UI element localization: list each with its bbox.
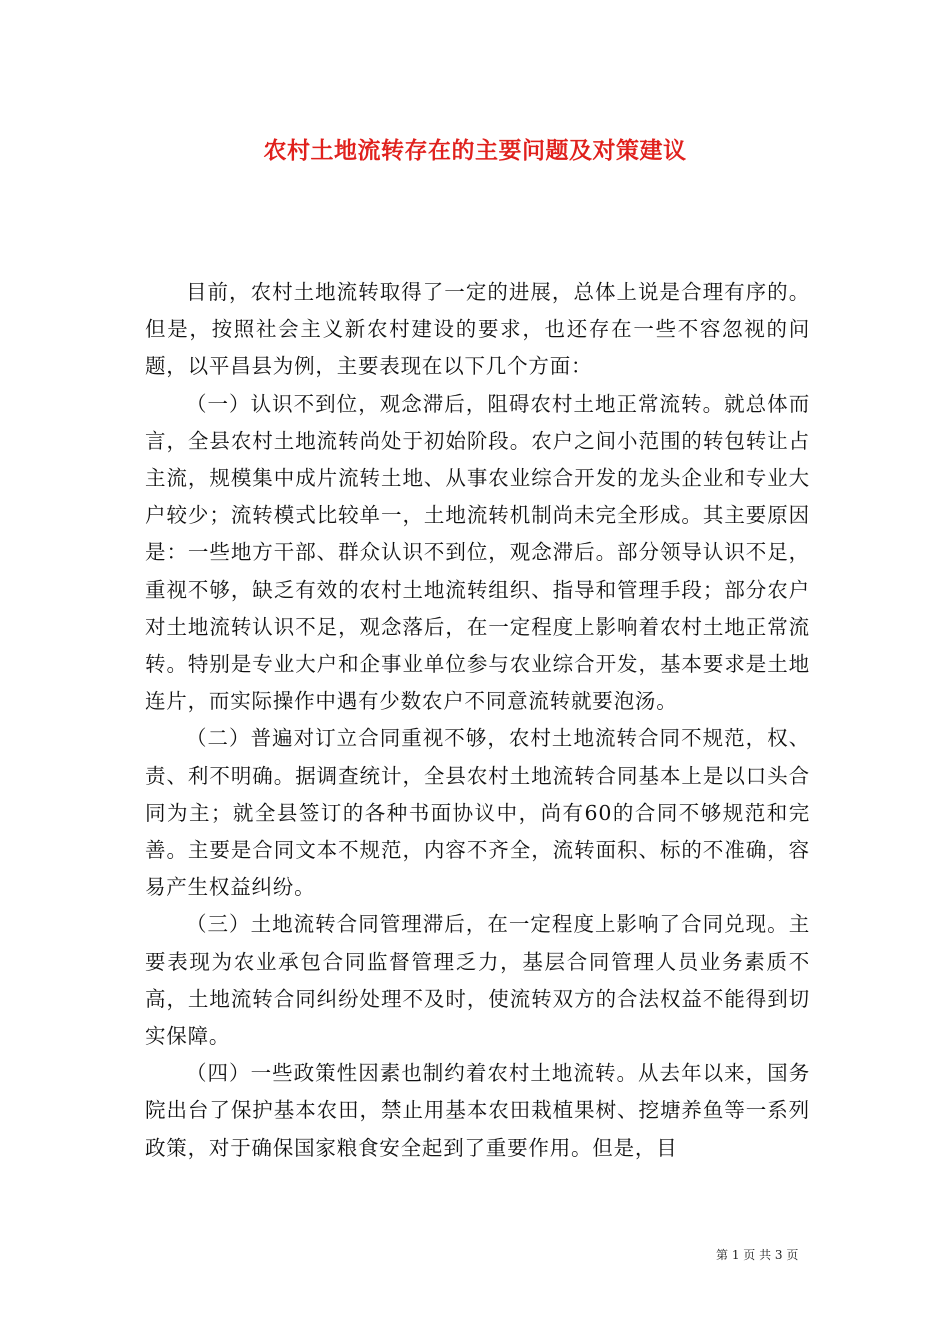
paragraph-section-1: （一）认识不到位，观念滞后，阻碍农村土地正常流转。就总体而言，全县农村土地流转尚处于初始阶段。农户之间小范围的转包转让占主流，规模集中成片流转土地、从事农业综合开发的龙头企业和专业大户较少；流转模式比较单一，土地流转机制尚未完全形成。其主要原因是：一些地方干部、群众认识不到位，观念滞后。部分领导认识不足，重视不够，缺乏有效的农村土地流转组织、指导和管理手段；部分农户对土地流转认识不足，观念落后，在一定程度上影响着农村土地正常流转。特别是专业大户和企事业单位参与农业综合开发，基本要求是土地连片，而实际操作中遇有少数农户不同意流转就要泡汤。 [145, 391, 810, 714]
paragraph-section-4: （四）一些政策性因素也制约着农村土地流转。从去年以来，国务院出台了保护基本农田，禁止用基本农田栽植果树、挖塘养鱼等一系列政策，对于确保国家粮食安全起到了重要作用。但是，目 [145, 1061, 810, 1160]
document-title: 农村土地流转存在的主要问题及对策建议 [263, 137, 687, 164]
paragraph-section-3: （三）土地流转合同管理滞后，在一定程度上影响了合同兑现。主要表现为农业承包合同监督管理乏力，基层合同管理人员业务素质不高，土地流转合同纠纷处理不及时，使流转双方的合法权益不能得到切实保障。 [145, 912, 810, 1049]
paragraph-intro: 目前，农村土地流转取得了一定的进展，总体上说是合理有序的。但是，按照社会主义新农村建设的要求，也还存在一些不容忽视的问题，以平昌县为例，主要表现在以下几个方面： [145, 280, 810, 379]
page-number-footer: 第 1 页 共 3 页 [716, 1248, 799, 1262]
paragraph-section-2: （二）普遍对订立合同重视不够，农村土地流转合同不规范，权、责、利不明确。据调查统计，全县农村土地流转合同基本上是以口头合同为主；就全县签订的各种书面协议中，尚有60的合同不够规范和完善。主要是合同文本不规范，内容不齐全，流转面积、标的不准确，容易产生权益纠纷。 [145, 726, 810, 900]
document-body [145, 274, 810, 1167]
